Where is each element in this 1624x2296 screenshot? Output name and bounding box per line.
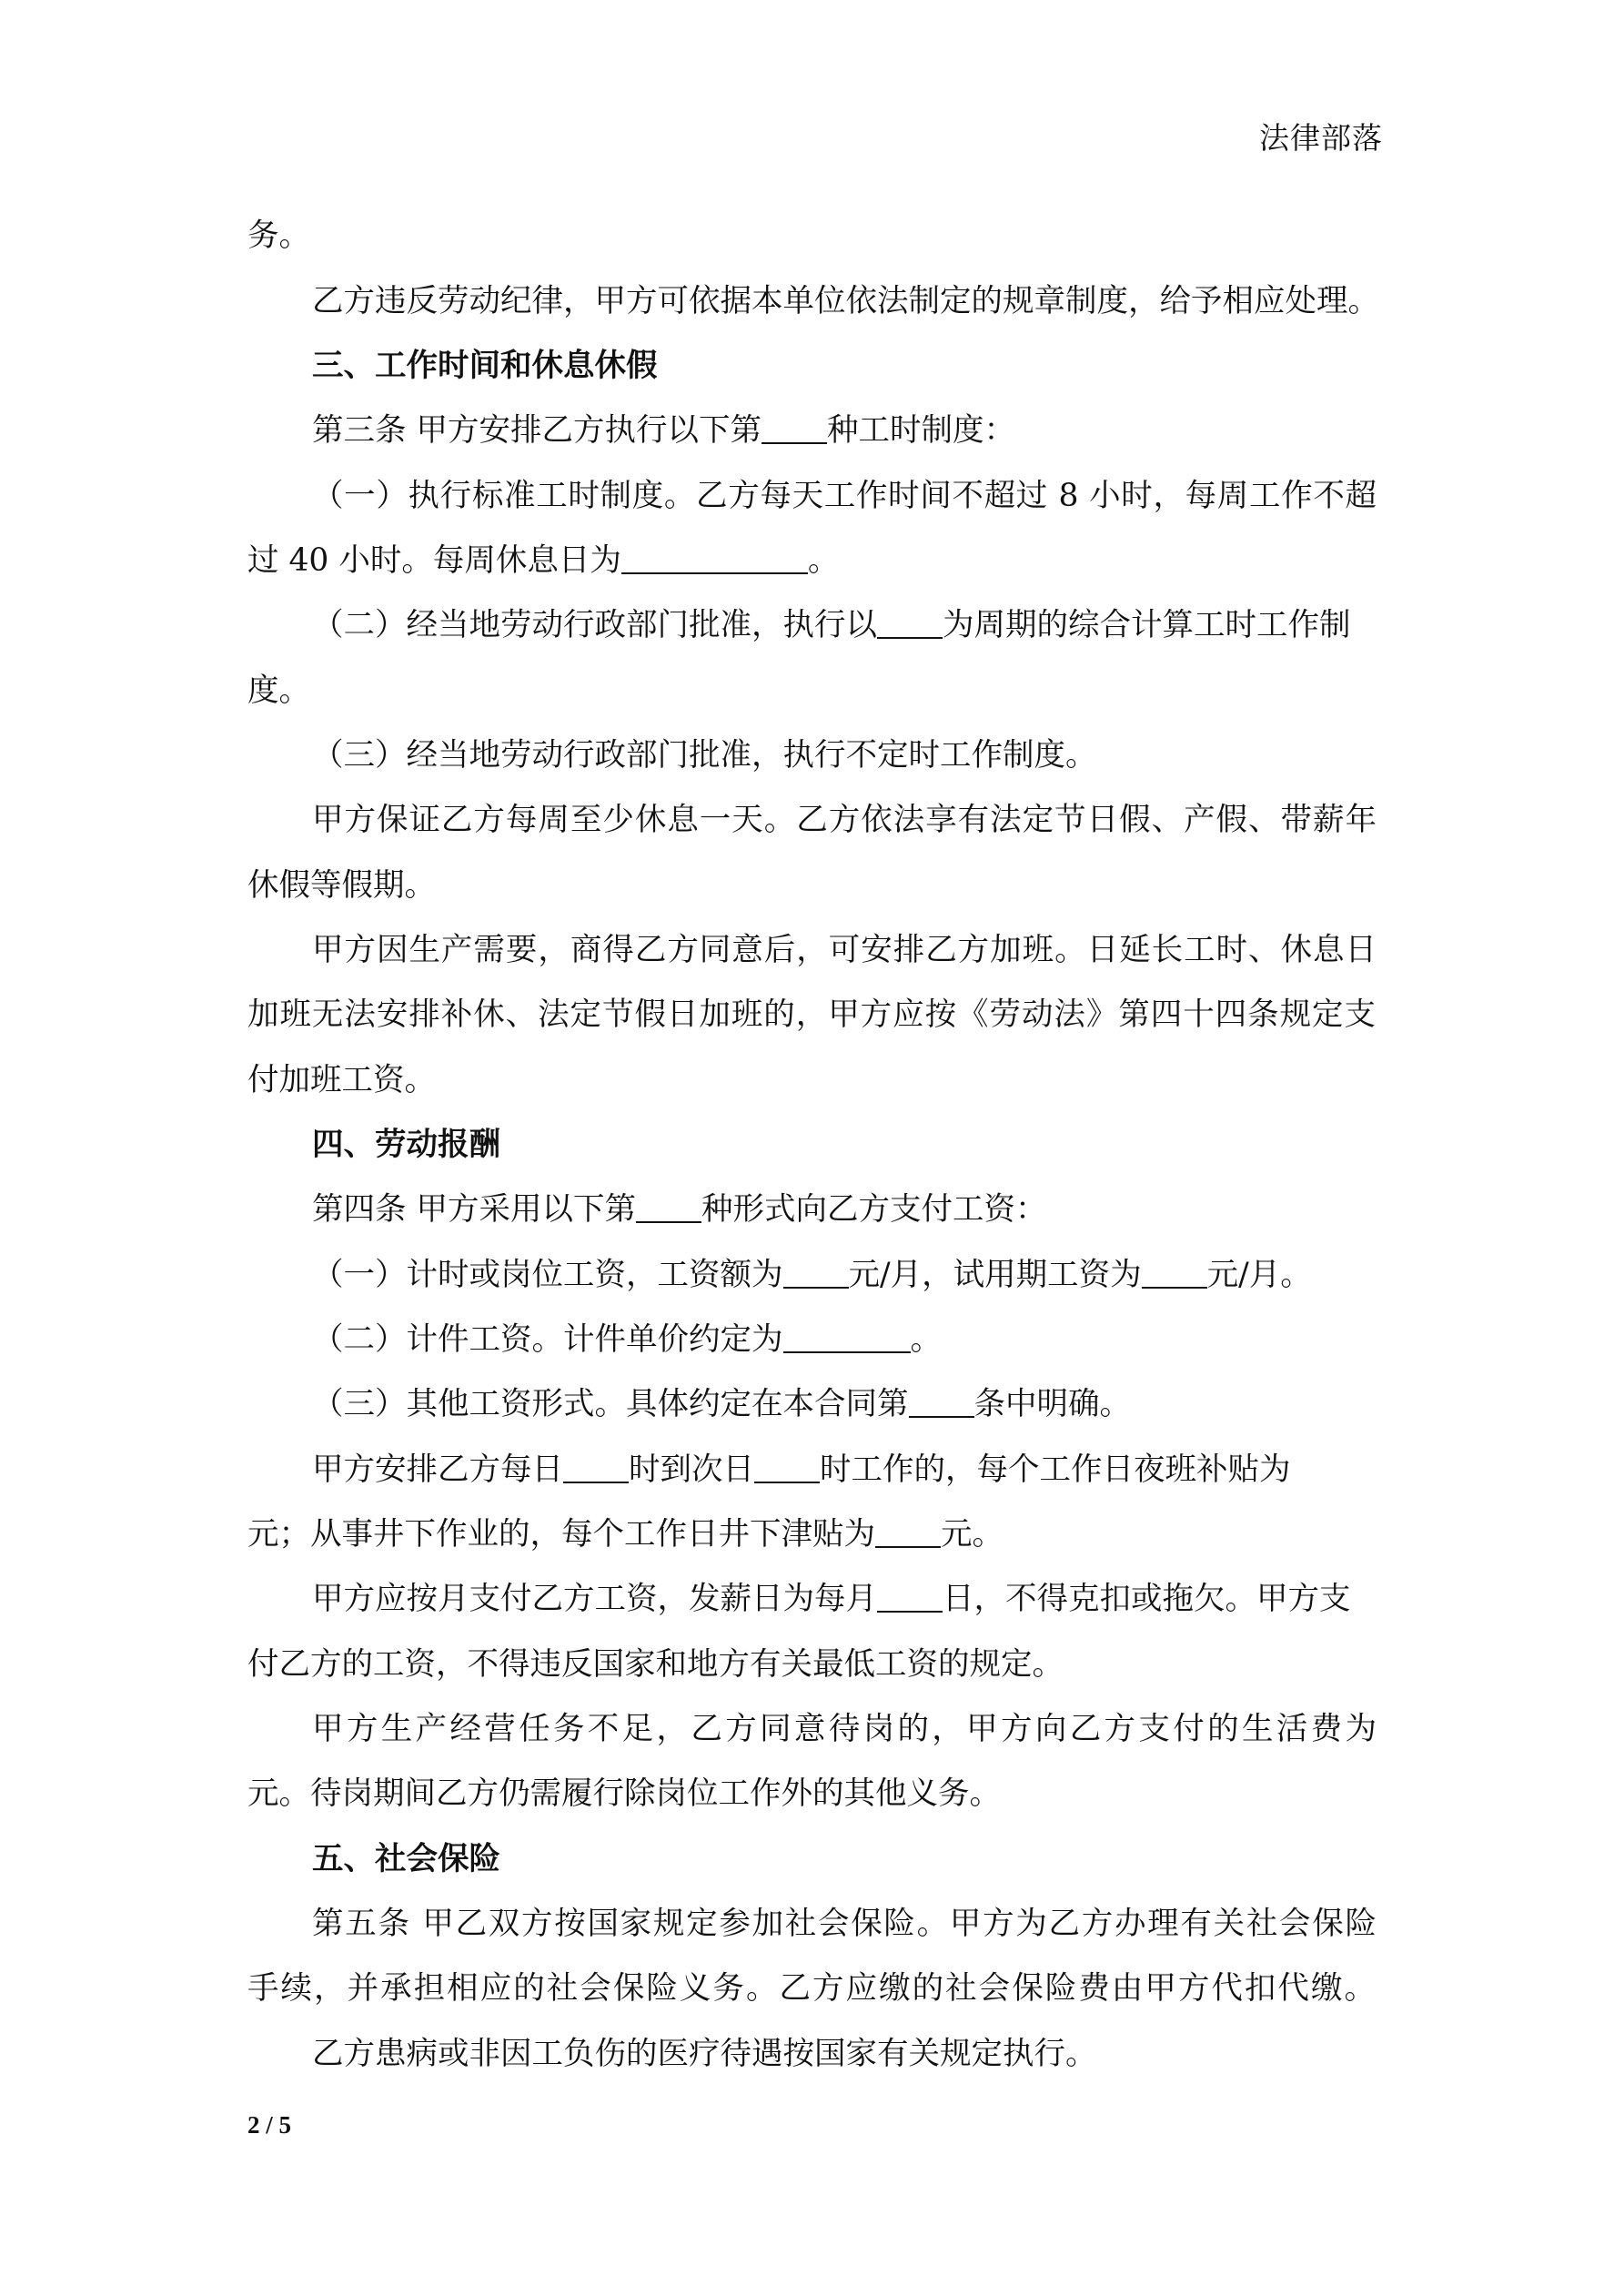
- fill-blank[interactable]: [563, 1451, 629, 1484]
- fill-blank[interactable]: [636, 1190, 701, 1224]
- fill-blank[interactable]: [783, 1256, 849, 1290]
- paragraph-line: 甲方应按月支付乙方工资，发薪日为每月 日，不得克扣或拖欠。甲方支: [312, 1581, 1351, 1617]
- paragraph-line: 度。: [247, 673, 310, 709]
- paragraph-line: 付加班工资。: [247, 1062, 436, 1098]
- paragraph-line: 休假等假期。: [247, 867, 436, 904]
- paragraph-line: 元。待岗期间乙方仍需履行除岗位工作外的其他义务。: [247, 1775, 1001, 1812]
- fill-blank[interactable]: [754, 1451, 820, 1484]
- paragraph-line: 手续，并承担相应的社会保险义务。乙方应缴的社会保险费由甲方代扣代缴。: [247, 1970, 1376, 2007]
- paragraph-line: （一）计时或岗位工资，工资额为 元/月，试用期工资为 元/月。: [312, 1257, 1312, 1293]
- section-heading-5: 五、社会保险: [312, 1841, 500, 1877]
- paragraph-line: （二）经当地劳动行政部门批准，执行以 为周期的综合计算工时工作制: [312, 607, 1351, 643]
- paragraph-line: （二）计件工资。计件单价约定为 。: [312, 1321, 942, 1358]
- fill-blank[interactable]: [621, 541, 808, 575]
- paragraph-line: 元；从事井下作业的，每个工作日井下津贴为 元。: [247, 1516, 1004, 1553]
- paragraph-line: 乙方患病或非因工负伤的医疗待遇按国家有关规定执行。: [312, 2036, 1097, 2072]
- fill-blank[interactable]: [875, 1515, 941, 1549]
- paragraph-line: 加班无法安排补休、法定节假日加班的，甲方应按《劳动法》第四十四条规定支: [247, 996, 1376, 1033]
- section-heading-4: 四、劳动报酬: [312, 1127, 500, 1163]
- paragraph-line: 第三条 甲方安排乙方执行以下第 种工时制度：: [312, 412, 1015, 449]
- paragraph-line: （一）执行标准工时制度。乙方每天工作时间不超过 8 小时，每周工作不超: [312, 478, 1377, 514]
- fill-blank[interactable]: [783, 1320, 911, 1354]
- paragraph-line: 甲方因生产需要，商得乙方同意后，可安排乙方加班。日延长工时、休息日: [312, 932, 1377, 968]
- fill-blank[interactable]: [1142, 1256, 1207, 1290]
- page-number: 2 / 5: [247, 2111, 292, 2139]
- fill-blank[interactable]: [877, 1580, 943, 1613]
- paragraph-line: 付乙方的工资，不得违反国家和地方有关最低工资的规定。: [247, 1646, 1064, 1683]
- paragraph-line: 过 40 小时。每周休息日为 。: [247, 542, 840, 579]
- paragraph-line: 第四条 甲方采用以下第 种形式向乙方支付工资：: [312, 1191, 1047, 1228]
- fill-blank[interactable]: [909, 1385, 974, 1419]
- paragraph-line: 乙方违反劳动纪律，甲方可依据本单位依法制定的规章制度，给予相应处理。: [312, 283, 1379, 319]
- paragraph-line: （三）其他工资形式。具体约定在本合同第 条中明确。: [312, 1386, 1131, 1422]
- section-heading-3: 三、工作时间和休息休假: [312, 348, 658, 384]
- paragraph-line: 务。: [247, 217, 310, 254]
- paragraph-line: 甲方保证乙方每周至少休息一天。乙方依法享有法定节日假、产假、带薪年: [312, 802, 1377, 838]
- paragraph-line: （三）经当地劳动行政部门批准，执行不定时工作制度。: [312, 737, 1097, 774]
- fill-blank[interactable]: [877, 606, 943, 640]
- paragraph-line: 第五条 甲乙双方按国家规定参加社会保险。甲方为乙方办理有关社会保险: [312, 1906, 1377, 1942]
- fill-blank[interactable]: [762, 411, 827, 445]
- paragraph-line: 甲方安排乙方每日 时到次日 时工作的，每个工作日夜班补贴为: [312, 1451, 1291, 1488]
- site-header: 法律部落: [1259, 120, 1383, 156]
- paragraph-line: 甲方生产经营任务不足，乙方同意待岗的，甲方向乙方支付的生活费为: [312, 1711, 1377, 1747]
